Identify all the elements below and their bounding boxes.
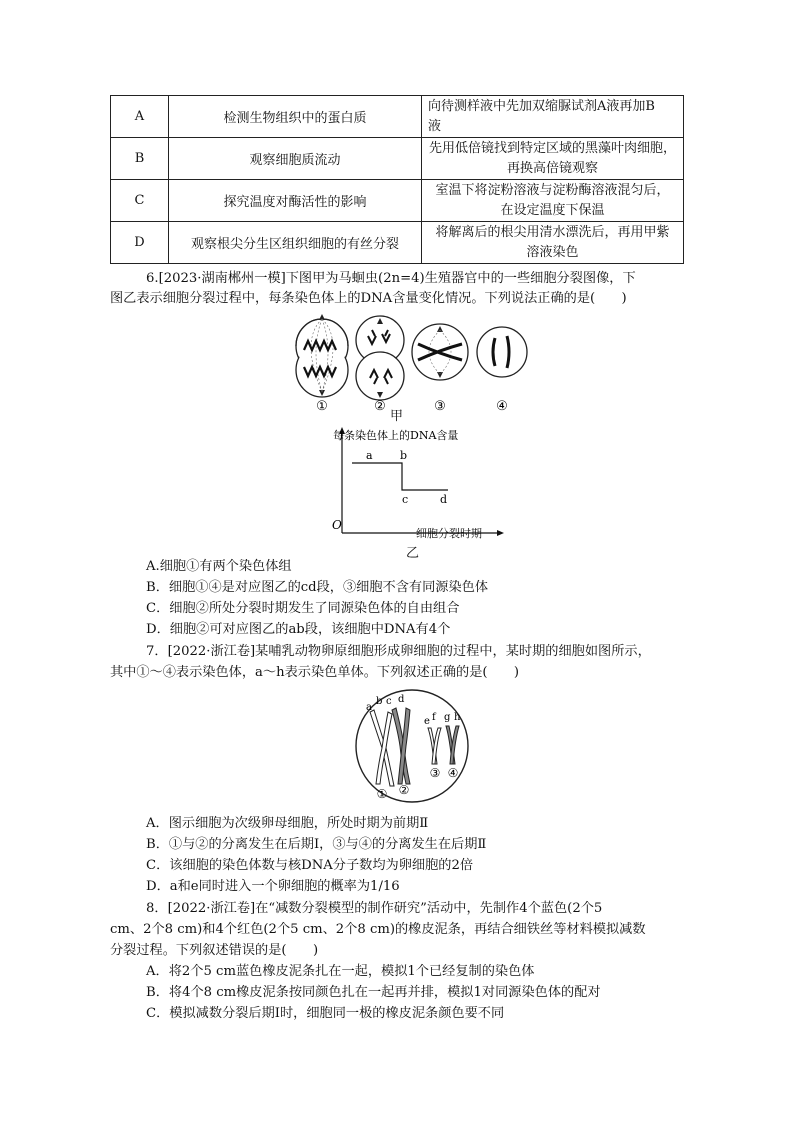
row-letter: D bbox=[111, 222, 169, 264]
chromatid-label-c: c bbox=[386, 696, 392, 707]
q7-stem-line1: 7．[2022·浙江卷]某哺乳动物卵原细胞形成卵细胞的过程中，某时期的细胞如图所示， bbox=[146, 644, 651, 659]
y-axis-label: 每条染色体上的DNA含量 bbox=[333, 429, 459, 442]
dna-step-line bbox=[352, 463, 448, 490]
row-letter: A bbox=[111, 96, 169, 138]
chromatid-label-b: b bbox=[376, 696, 383, 707]
point-label-d: d bbox=[440, 493, 448, 506]
q6-option-d: D．细胞②可对应图乙的ab段，该细胞中DNA有4个 bbox=[146, 622, 451, 637]
point-label-a: a bbox=[366, 449, 373, 462]
q7-stem-line2: 其中①～④表示染色体，a～h表示染色单体。下列叙述正确的是( ) bbox=[110, 665, 520, 680]
chromosome-3 bbox=[428, 728, 441, 764]
row-method bbox=[422, 180, 684, 222]
chromatid-label-a: a bbox=[366, 702, 372, 713]
row-method bbox=[422, 222, 684, 264]
cell-label-4: ④ bbox=[496, 399, 508, 414]
chromatid-label-h: h bbox=[454, 712, 461, 723]
cell-label-3: ③ bbox=[434, 399, 446, 414]
cell-label-2: ② bbox=[374, 399, 386, 414]
chart-xlabel: 细胞分裂时期 bbox=[416, 527, 482, 540]
chromosome-1 bbox=[370, 710, 394, 786]
chromatid-label-g: g bbox=[444, 712, 451, 723]
row-letter: B bbox=[111, 138, 169, 180]
q6-option-c: C．细胞②所处分裂时期发生了同源染色体的自由组合 bbox=[146, 601, 460, 616]
row-method-line1: 将解离后的根尖用清水漂洗后，再用甲紫 bbox=[435, 224, 670, 240]
q8-option-c: C．模拟减数分裂后期Ⅰ时，细胞同一极的橡皮泥条颜色要不同 bbox=[146, 1006, 505, 1021]
q7-option-c: C．该细胞的染色体数与核DNA分子数均为卵细胞的2倍 bbox=[146, 858, 474, 873]
chromosome-label-2: ② bbox=[398, 783, 410, 797]
cell-2-diagram bbox=[356, 316, 404, 400]
chromosome-label-3: ③ bbox=[429, 766, 441, 780]
origin-label: O bbox=[332, 518, 342, 532]
chromosome-4 bbox=[446, 726, 459, 764]
x-axis-arrow bbox=[497, 530, 504, 536]
row-method-line1: 先用低倍镜找到特定区域的黑藻叶肉细胞， bbox=[428, 140, 676, 156]
q8-stem-line2: cm、2个8 cm)和4个红色(2个5 cm、2个8 cm)的橡皮泥条，再结合细铁丝等材料模拟减数 bbox=[110, 922, 646, 937]
chromosome-label-1: ① bbox=[376, 787, 388, 801]
q6-stem-line1: 6.[2023·湖南郴州一模]下图甲为马蛔虫(2n=4)生殖器官中的一些细胞分裂图像，下 bbox=[146, 271, 636, 286]
chromosome-2 bbox=[392, 708, 410, 784]
q7-option-d: D．a和e同时进入一个卵细胞的概率为1/16 bbox=[146, 879, 400, 894]
options-table bbox=[110, 95, 684, 264]
table-row bbox=[111, 222, 684, 264]
row-method bbox=[422, 96, 684, 138]
row-method bbox=[422, 138, 684, 180]
chromatid-label-d: d bbox=[398, 694, 405, 705]
q6-option-b: B．细胞①④是对应图乙的cd段，③细胞不含有同源染色体 bbox=[146, 580, 489, 595]
chromatid-label-f: f bbox=[432, 712, 436, 723]
row-letter: C bbox=[111, 180, 169, 222]
row-method-line1: 向待测样液中先加双缩脲试剂A液再加B bbox=[428, 98, 655, 114]
table-row bbox=[111, 96, 684, 138]
chromatid-label-e: e bbox=[424, 716, 430, 727]
table-row bbox=[111, 138, 684, 180]
cell-3-diagram bbox=[412, 324, 468, 380]
q6-stem-line2: 图乙表示细胞分裂过程中，每条染色体上的DNA含量变化情况。下列说法正确的是( ) bbox=[110, 291, 627, 306]
cell-label-1: ① bbox=[316, 399, 328, 414]
row-topic: 探究温度对酶活性的影响 bbox=[169, 180, 422, 222]
q8-option-b: B．将4个8 cm橡皮泥条按同颜色扎在一起再并排，模拟1对同源染色体的配对 bbox=[146, 985, 601, 1000]
row-method-line2: 液 bbox=[428, 118, 442, 134]
figure-yi-label: 乙 bbox=[406, 546, 420, 561]
q7-option-a: A．图示细胞为次级卵母细胞，所处时期为前期Ⅱ bbox=[146, 816, 429, 831]
q8-stem-line3: 分裂过程。下列叙述错误的是( ) bbox=[110, 943, 319, 958]
row-topic: 观察根尖分生区组织细胞的有丝分裂 bbox=[169, 222, 422, 264]
row-topic: 观察细胞质流动 bbox=[169, 138, 422, 180]
point-label-b: b bbox=[400, 449, 408, 462]
figure-jia-label: 甲 bbox=[390, 409, 404, 424]
row-topic: 检测生物组织中的蛋白质 bbox=[169, 96, 422, 138]
row-method-line2: 在设定温度下保温 bbox=[500, 202, 605, 218]
row-method-line2: 再换高倍镜观察 bbox=[506, 160, 598, 176]
q7-option-b: B．①与②的分离发生在后期Ⅰ，③与④的分离发生在后期Ⅱ bbox=[146, 837, 487, 852]
row-method-line2: 溶液染色 bbox=[526, 244, 579, 260]
q8-stem-line1: 8．[2022·浙江卷]在“减数分裂模型的制作研究”活动中，先制作4个蓝色(2个5 bbox=[146, 901, 603, 916]
table-row bbox=[111, 180, 684, 222]
cell-4-diagram bbox=[477, 327, 527, 377]
point-label-c: c bbox=[402, 493, 409, 506]
figure-oocyte-cell bbox=[348, 686, 478, 810]
chromosome-label-4: ④ bbox=[447, 766, 459, 780]
q6-option-a: A.细胞①有两个染色体组 bbox=[146, 559, 292, 574]
q8-option-a: A．将2个5 cm蓝色橡皮泥条扎在一起，模拟1个已经复制的染色体 bbox=[146, 964, 535, 979]
cell-1-diagram bbox=[296, 314, 348, 397]
figure-cells-jia bbox=[290, 310, 540, 422]
row-method-line1: 室温下将淀粉溶液与淀粉酶溶液混匀后， bbox=[435, 182, 670, 198]
